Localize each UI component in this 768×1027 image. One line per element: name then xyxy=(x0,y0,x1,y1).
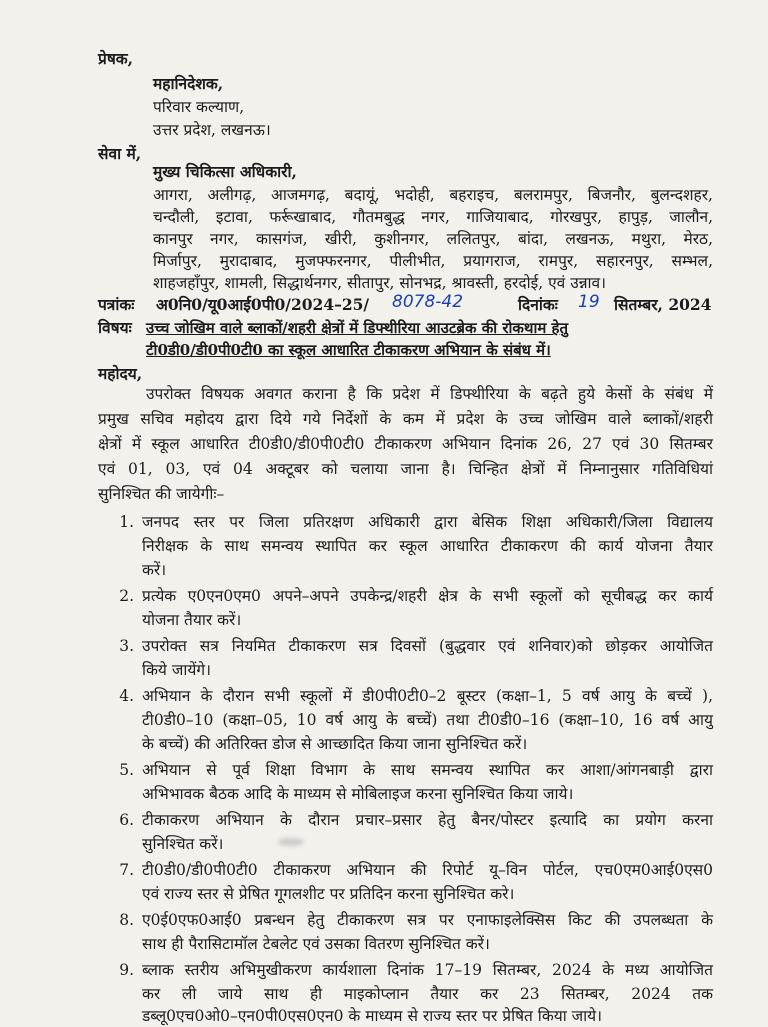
item-7-line-1: टी0डी0/डी0पी0टी0 टीकाकरण अभियान की रिपोर्ट यू–विन पोर्टल, एच0एम0आई0एस0 xyxy=(142,861,713,879)
subject-line-1: उच्च जोखिम वाले ब्लाकों/शहरी क्षेत्रों में डिफ्थीरिया आउटब्रेक की रोकथाम हेतु xyxy=(146,319,569,337)
item-3-line-1: उपरोक्त सत्र नियमित टीकाकरण सत्र दिवसों (बुद्धवार एवं शनिवार)को छोड़कर आयोजित xyxy=(142,637,713,655)
item-6-line-1: टीकाकरण अभियान के दौरान प्रचार–प्रसार हेतु बैनर/पोस्टर इत्यादि का प्रयोग करना xyxy=(142,811,713,829)
subject-line-2: टी0डी0/डी0पी0टी0 का स्कूल आधारित टीकाकरण अभियान के संबंध में। xyxy=(146,341,551,359)
item-number: 4. xyxy=(119,687,134,705)
salutation: महोदय, xyxy=(98,364,143,383)
districts-line-3: कानपुर नगर, कासगंज, खीरी, कुशीनगर, ललितपुर, बांदा, लखनऊ, मथुरा, मेरठ, xyxy=(153,230,713,248)
sender-line-3: उत्तर प्रदेश, लखनऊ। xyxy=(153,121,271,139)
handwritten-ref-number: 8078-42 xyxy=(392,292,464,312)
date-rest: सितम्बर, 2024 xyxy=(614,295,712,314)
item-8-line-1: ए0ई0एफ0आई0 प्रबन्धन हेतु टीकाकरण सत्र पर एनाफाइलेक्सिस किट की उपलब्धता के xyxy=(142,911,713,929)
item-8-line-2: साथ ही पैरासिटामॉल टेबलेट एवं उसका वितरण सुनिश्चित करें। xyxy=(142,935,490,953)
sender-line-1: महानिदेशक, xyxy=(153,74,224,93)
districts-line-4: मिर्जापुर, मुरादाबाद, मुजफ्फरनगर, पीलीभीत, प्रयागराज, रामपुर, सहारनपुर, सम्भल, xyxy=(153,252,713,270)
recipient-title: मुख्य चिकित्सा अधिकारी, xyxy=(153,162,297,181)
sender-label: प्रेषक, xyxy=(98,49,134,68)
handwritten-date-day: 19 xyxy=(578,292,600,312)
item-9-line-2: कर ली जाये साथ ही माइकोप्लान तैयार कर 23 सितम्बर, 2024 तक xyxy=(142,985,713,1003)
intro-line-1: उपरोक्त विषयक अवगत कराना है कि प्रदेश में डिफ्थीरिया के बढ़ते हुये केसों के संबंध में xyxy=(146,385,713,403)
item-1-line-2: निरीक्षक के साथ समन्वय स्थापित कर स्कूल आधारित टीकाकरण की कार्य योजना तैयार xyxy=(142,537,713,555)
item-1-line-3: करें। xyxy=(142,561,167,579)
item-4-line-1: अभियान के दौरान सभी स्कूलों में डी0पी0टी0–2 बूस्टर (कक्षा–1, 5 वर्ष आयु के बच्चें ), xyxy=(142,687,713,705)
ref-label: पत्रांकः xyxy=(98,295,135,314)
item-4-line-2: टी0डी0–10 (कक्षा–05, 10 वर्ष आयु के बच्चें) तथा टी0डी0–16 (कक्षा–10, 16 वर्ष आयु xyxy=(142,711,713,729)
item-number: 1. xyxy=(119,513,134,531)
item-5-line-2: अभिभावक बैठक आदि के माध्यम से मोबिलाइज करना सुनिश्चित किया जाये। xyxy=(142,785,574,803)
item-number: 7. xyxy=(119,861,134,879)
districts-line-1: आगरा, अलीगढ़, आजमगढ़, बदायूं, भदोही, बहराइच, बलरामपुर, बिजनौर, बुलन्दशहर, xyxy=(153,186,713,204)
scan-smudge xyxy=(278,838,304,846)
item-number: 9. xyxy=(119,961,134,979)
intro-line-5: सुनिश्चित की जायेगीः– xyxy=(98,485,225,503)
intro-line-2: प्रमुख सचिव महोदय द्वारा दिये गये निर्देशों के कम में प्रदेश के उच्च जोखिम वाले ब्लाकों/शहरी xyxy=(98,410,713,428)
item-2-line-2: योजना तैयार करें। xyxy=(142,611,242,629)
item-number: 8. xyxy=(119,911,134,929)
to-label: सेवा में, xyxy=(98,144,142,163)
sender-line-2: परिवार कल्याण, xyxy=(153,98,245,116)
intro-line-4: एवं 01, 03, एवं 04 अक्टूबर को चलाया जाना है। चिन्हित क्षेत्रों में निम्नानुसार गतिविधियां xyxy=(98,460,713,478)
date-label: दिनांकः xyxy=(518,295,558,314)
item-1-line-1: जनपद स्तर पर जिला प्रतिरक्षण अधिकारी द्वारा बेसिक शिक्षा अधिकारी/जिला विद्यालय xyxy=(142,513,713,531)
subject-label: विषयः xyxy=(98,318,132,337)
item-7-line-2: एवं राज्य स्तर से प्रेषित गूगलशीट पर प्रतिदिन करना सुनिश्चित करे। xyxy=(142,885,515,903)
item-4-line-3: के बच्चें) की अतिरिक्त डोज से आच्छादित किया जाना सुनिश्चित करें। xyxy=(142,735,528,753)
item-9-line-3: डब्लू0एच0ओ0–एन0पी0एस0एन0 के माध्यम से राज्य स्तर पर प्रेषित किया जाये। xyxy=(142,1007,603,1025)
item-number: 6. xyxy=(119,811,134,829)
item-6-line-2: सुनिश्चित करें। xyxy=(142,835,224,853)
item-9-line-1: ब्लाक स्तरीय अभिमुखीकरण कार्यशाला दिनांक 17–19 सितम्बर, 2024 के मध्य आयोजित xyxy=(142,961,713,979)
item-5-line-1: अभियान से पूर्व शिक्षा विभाग के साथ समन्वय स्थापित कर आशा/आंगनबाड़ी द्वारा xyxy=(142,761,713,779)
districts-line-2: चन्दौली, इटावा, फर्रूखाबाद, गौतमबुद्ध नगर, गाजियाबाद, गोरखपुर, हापुड़, जालौन, xyxy=(153,208,713,226)
intro-line-3: क्षेत्रों में स्कूल आधारित टी0डी0/डी0पी0टी0 टीकाकरण अभियान दिनांक 26, 27 एवं 30 सितम्बर xyxy=(98,435,713,453)
item-3-line-2: किये जायेंगे। xyxy=(142,661,211,679)
districts-line-5: शाहजहाँपुर, शामली, सिद्धार्थनगर, सीतापुर, सोनभद्र, श्रावस्ती, हरदोई, एवं उन्नाव। xyxy=(153,274,607,292)
item-number: 2. xyxy=(119,587,134,605)
item-number: 5. xyxy=(119,761,134,779)
item-number: 3. xyxy=(119,637,134,655)
item-2-line-1: प्रत्येक ए0एन0एम0 अपने–अपने उपकेन्द्र/शहरी क्षेत्र के सभी स्कूलों को सूचीबद्ध कर कार्य xyxy=(142,587,713,605)
ref-number: अ0नि0/यू0आई0पी0/2024–25/ xyxy=(156,295,370,314)
